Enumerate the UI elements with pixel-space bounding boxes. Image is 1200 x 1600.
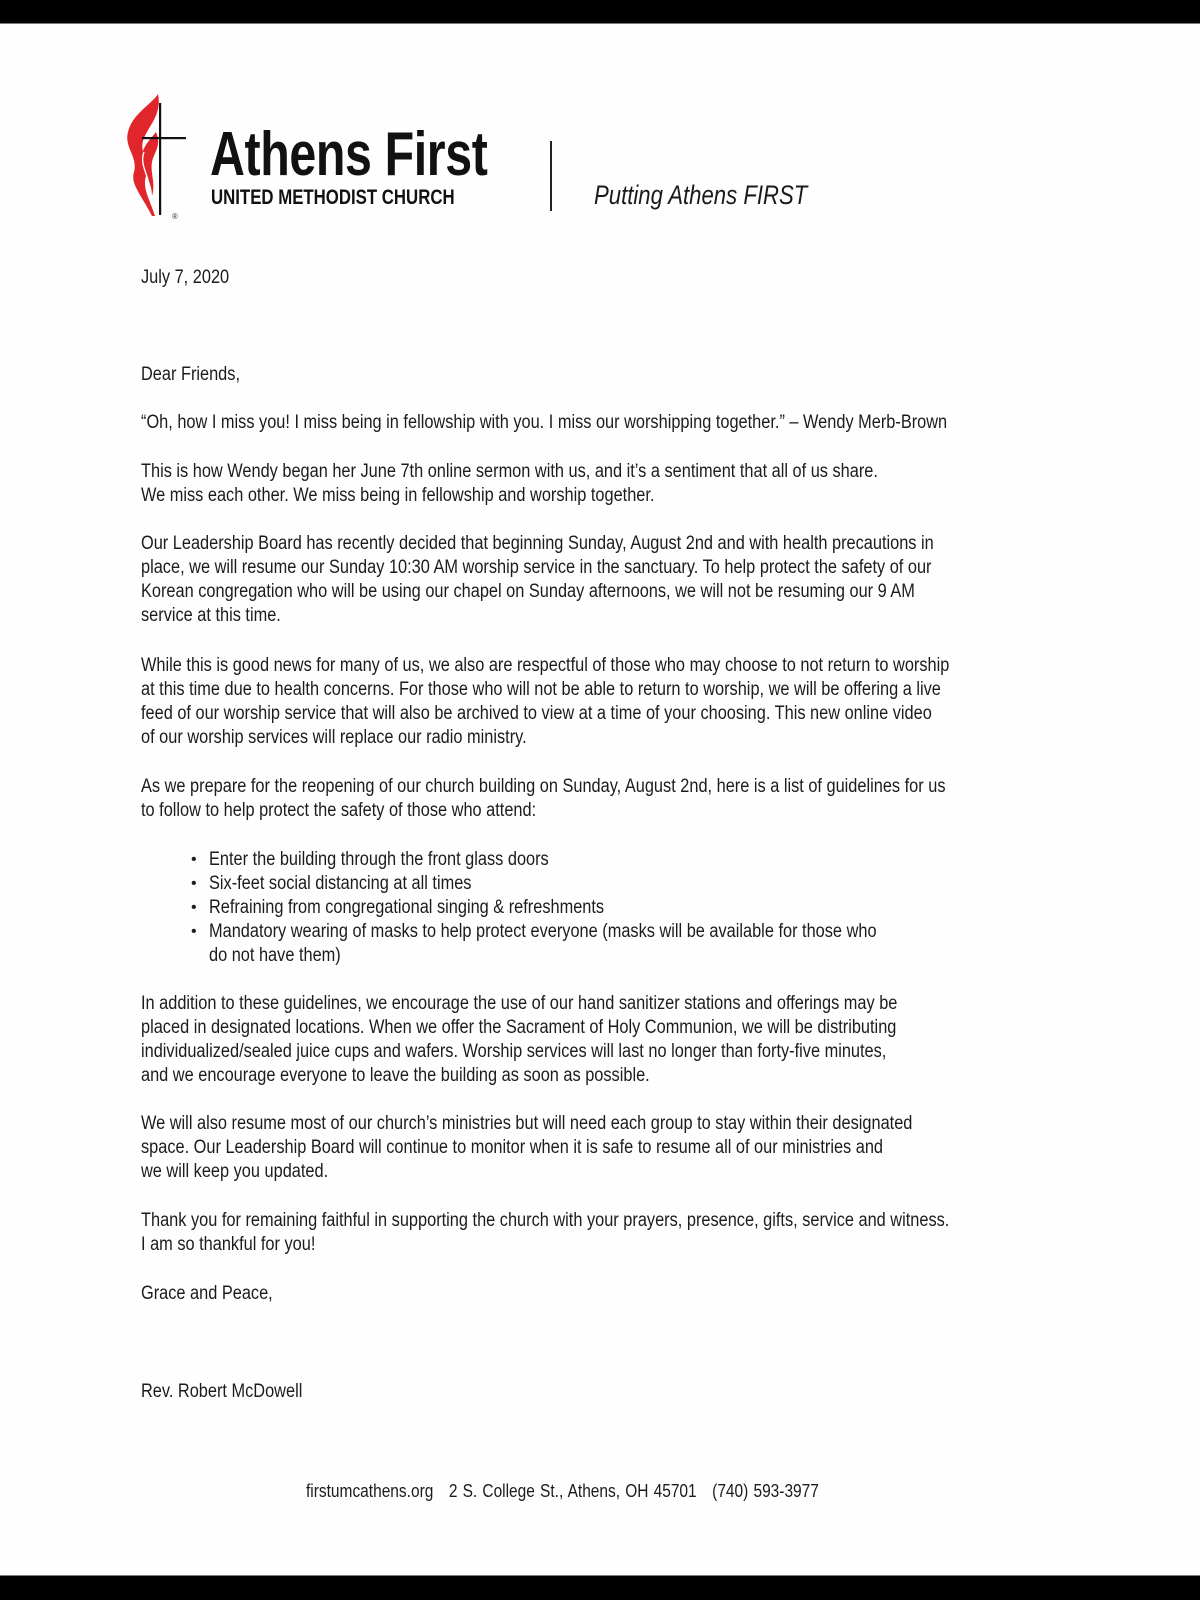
cross-and-flame-icon xyxy=(122,92,186,218)
list-item-text: Refraining from congregational singing & refreshments xyxy=(209,897,605,918)
paragraph-line: at this time due to health concerns. For those who will not be able to return to worship, we will be offering a live xyxy=(141,679,941,700)
footer xyxy=(306,1480,829,1502)
list-item-text: Mandatory wearing of masks to help protect everyone (masks will be available for those who xyxy=(209,921,877,942)
paragraph-line: We will also resume most of our church’s ministries but will need each group to stay within their designated xyxy=(141,1113,913,1134)
paragraph-line: feed of our worship service that will also be archived to view at a time of your choosing. This new online video xyxy=(141,703,932,724)
bullet-icon: • xyxy=(191,899,197,916)
paragraph-line: we will keep you updated. xyxy=(141,1161,329,1182)
paragraph-line: service at this time. xyxy=(141,605,281,626)
paragraph-line: and we encourage everyone to leave the building as soon as possible. xyxy=(141,1065,650,1086)
paragraph-line: While this is good news for many of us, we also are respectful of those who may choose to not return to worship xyxy=(141,655,950,676)
letterhead-divider xyxy=(550,141,552,211)
paragraph-line: As we prepare for the reopening of our church building on Sunday, August 2nd, here is a list of guidelines for us xyxy=(141,776,946,797)
letter-date: July 7, 2020 xyxy=(141,267,230,288)
paragraph-line: In addition to these guidelines, we encourage the use of our hand sanitizer stations and offerings may be xyxy=(141,993,898,1014)
brand-name: Athens First xyxy=(210,120,488,189)
letter-page xyxy=(0,23,1200,1576)
paragraph-line: of our worship services will replace our radio ministry. xyxy=(141,727,527,748)
paragraph-line: I am so thankful for you! xyxy=(141,1234,316,1255)
paragraph-line: We miss each other. We miss being in fellowship and worship together. xyxy=(141,485,655,506)
salutation: Dear Friends, xyxy=(141,364,240,385)
paragraph-line: space. Our Leadership Board will continue to monitor when it is safe to resume all of our ministries and xyxy=(141,1137,884,1158)
paragraph-line: Thank you for remaining faithful in supporting the church with your prayers, presence, gifts, service and witness. xyxy=(141,1210,950,1231)
paragraph-line: to follow to help protect the safety of those who attend: xyxy=(141,800,537,821)
paragraph-line: This is how Wendy began her June 7th online sermon with us, and it’s a sentiment that all of us share. xyxy=(141,461,878,482)
bullet-icon: • xyxy=(191,923,197,940)
opening-quote: “Oh, how I miss you! I miss being in fellowship with you. I miss our worshipping together.” – Wendy Merb-Brown xyxy=(141,412,948,433)
list-item-text: Enter the building through the front glass doors xyxy=(209,849,549,870)
bullet-icon: • xyxy=(191,875,197,892)
list-item-text: Six-feet social distancing at all times xyxy=(209,873,472,894)
footer-website[interactable]: firstumcathens.org xyxy=(306,1481,434,1501)
tagline: Putting Athens FIRST xyxy=(594,180,808,210)
signature: Rev. Robert McDowell xyxy=(141,1381,303,1402)
paragraph-line: Our Leadership Board has recently decided that beginning Sunday, August 2nd and with health precautions in xyxy=(141,533,934,554)
paragraph-line: individualized/sealed juice cups and wafers. Worship services will last no longer than forty-five minutes, xyxy=(141,1041,887,1062)
registered-mark: ® xyxy=(172,212,178,221)
brand-subtitle: UNITED METHODIST CHURCH xyxy=(211,186,455,209)
list-item-text: do not have them) xyxy=(209,945,341,966)
paragraph-line: placed in designated locations. When we offer the Sacrament of Holy Communion, we will be distributing xyxy=(141,1017,897,1038)
paragraph-line: Korean congregation who will be using our chapel on Sunday afternoons, we will not be resuming our 9 AM xyxy=(141,581,915,602)
sign-off: Grace and Peace, xyxy=(141,1283,273,1304)
paragraph-line: place, we will resume our Sunday 10:30 AM worship service in the sanctuary. To help protect the safety of our xyxy=(141,557,932,578)
footer-phone: (740) 593-3977 xyxy=(712,1481,819,1501)
footer-address: 2 S. College St., Athens, OH 45701 xyxy=(448,1481,697,1501)
bullet-icon: • xyxy=(191,851,197,868)
